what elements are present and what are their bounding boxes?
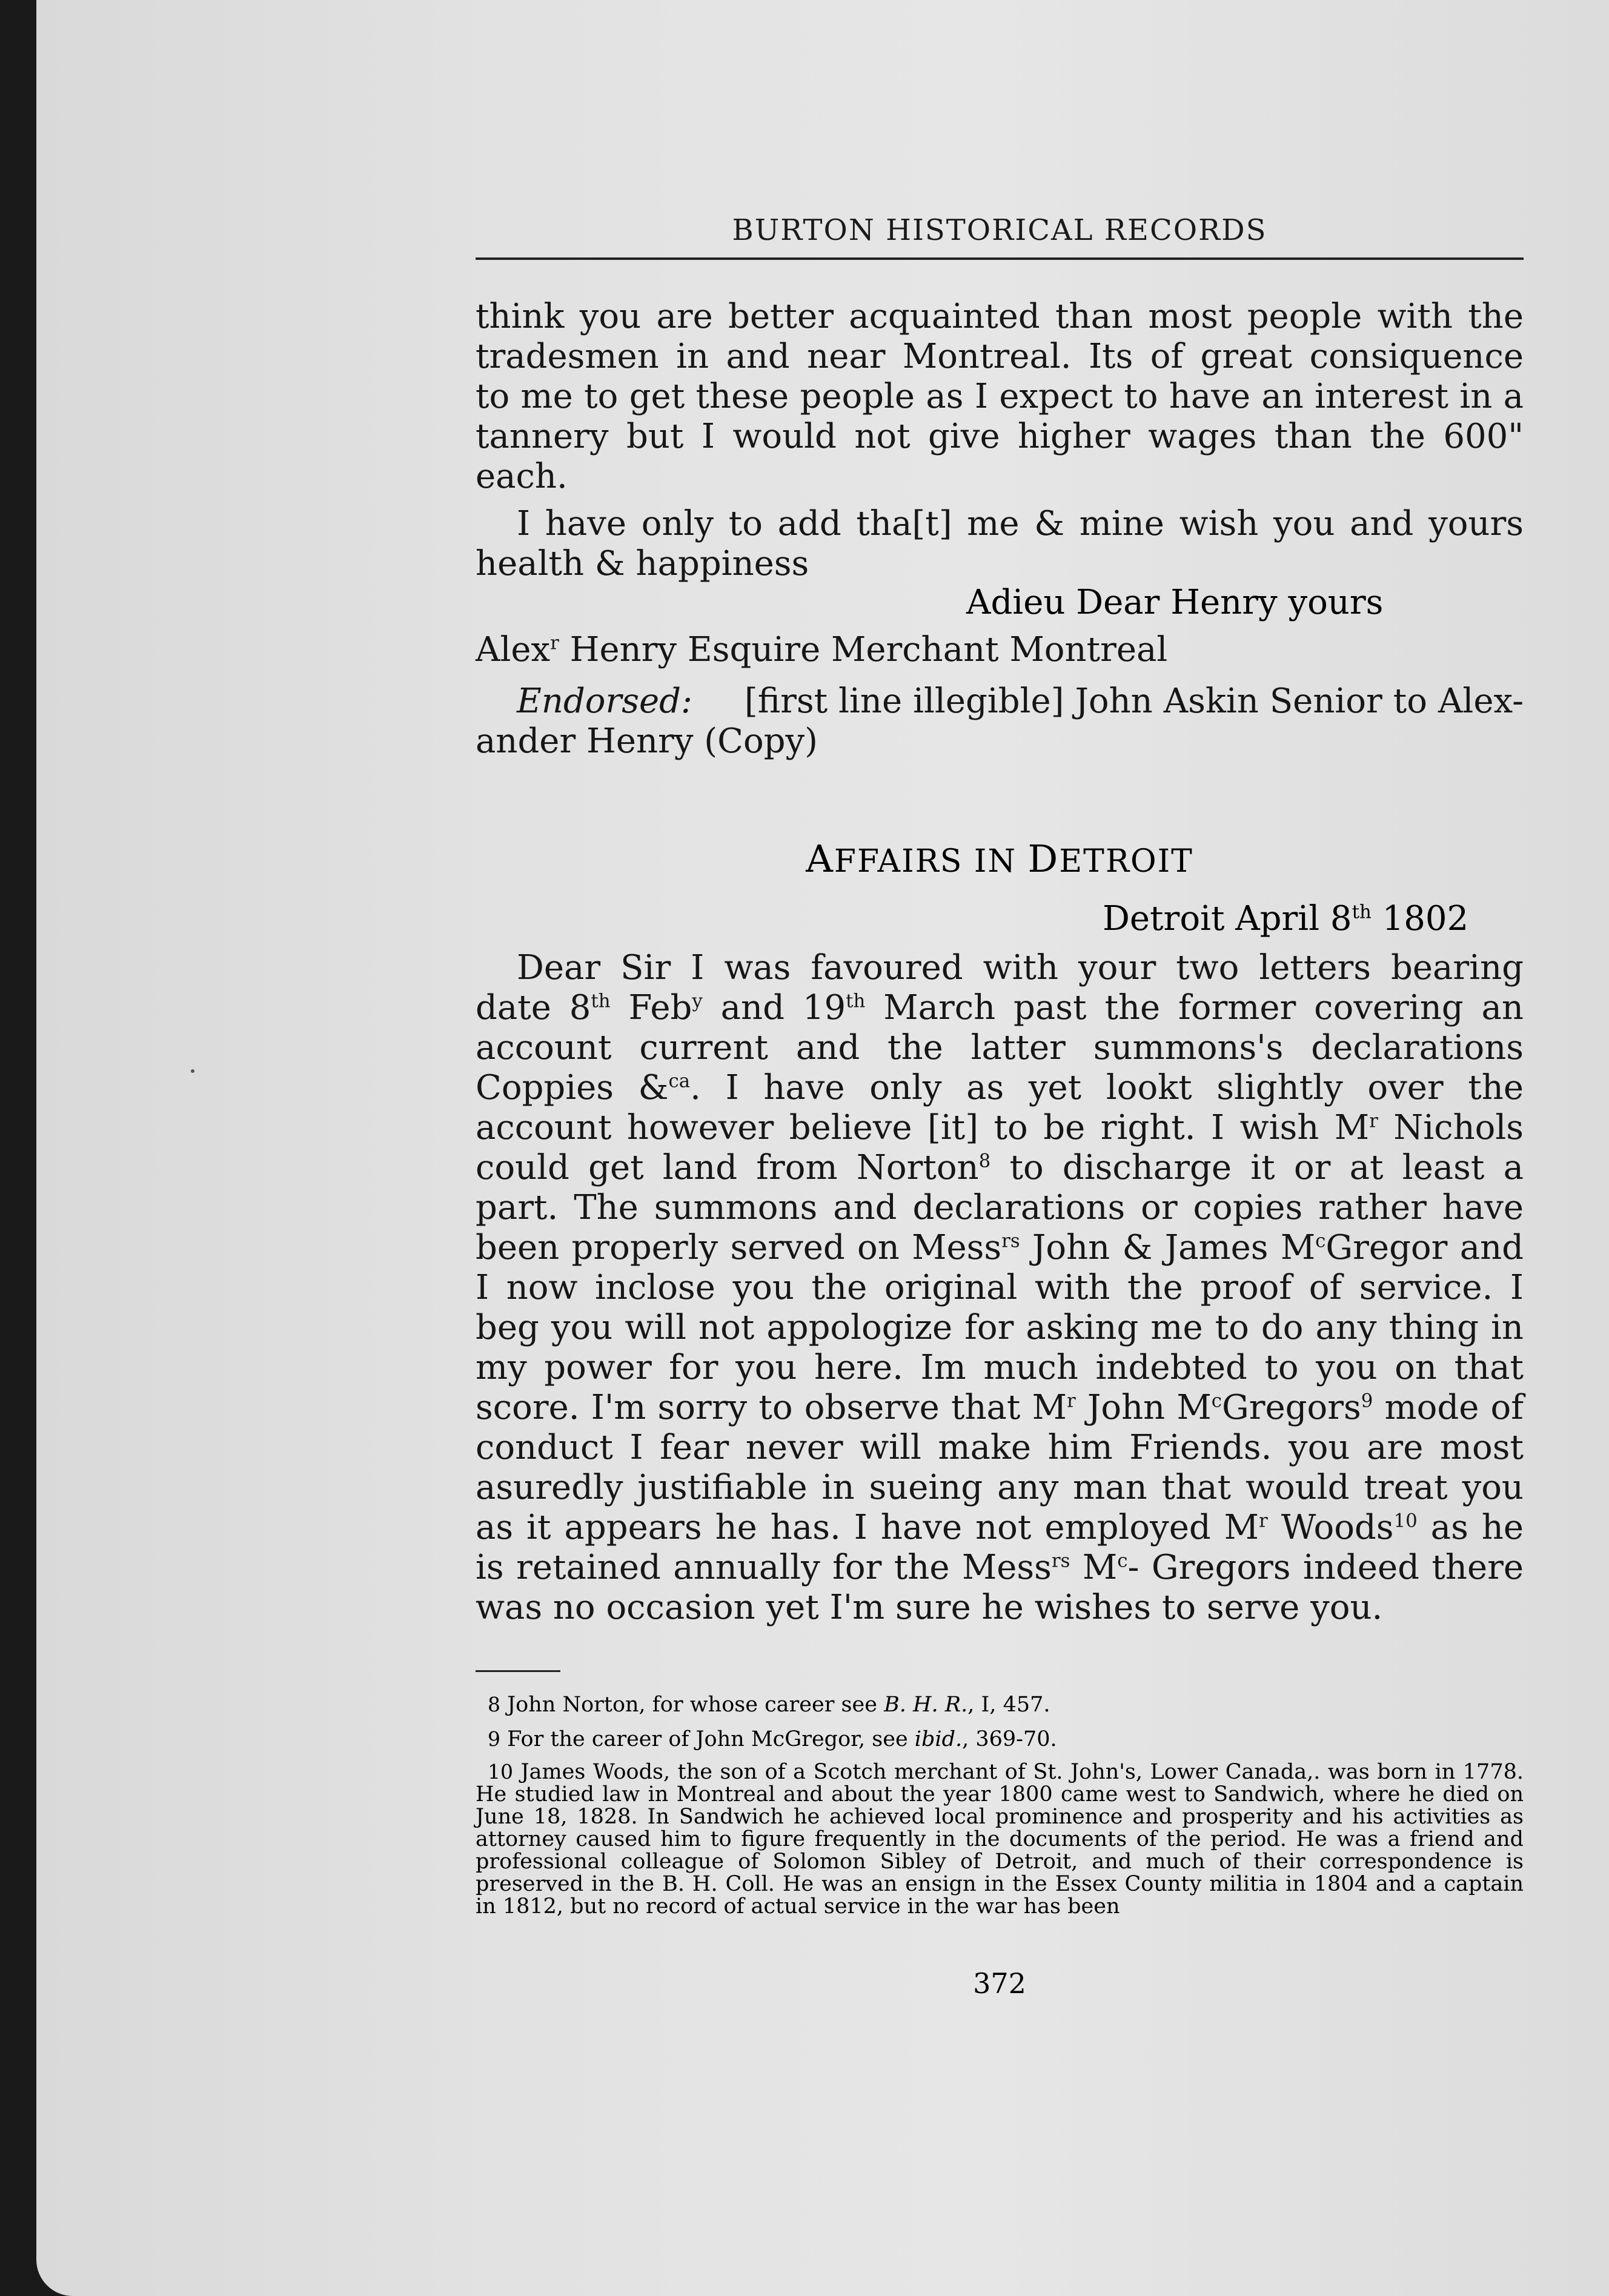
letter1-signoff: Adieu Dear Henry yours [966,583,1384,622]
address-sup: r [550,632,559,654]
endorsed-label: Endorsed: [517,682,692,721]
letter1-address [476,630,1524,670]
footnote-10: 10 James Woods, the son of a Scotch merchant of St. John's, Lower Canada,. was born in 1778. He studied law in Montreal and about the year 1800 came west to Sandwich, where he died on June 18, 1828. In Sandwich he achieved local prominence and prosperity and his activities as attorney caused him to figure frequently in the documents of the period. He was a friend and professional colleague of Solomon Sibley of Detroit, and much of their correspondence is preserved in the B. H. Coll. He was an ensign in the Essex County militia in 1804 and a captain in 1812, but no record of actual service in the war has been [476,1760,1524,1919]
letter1-line: to me to get these people as I expect to have an interest in a [476,377,1524,416]
address-prefix: Alex [476,630,551,669]
letter1-line: tannery but I would not give higher wages than the 600" [476,417,1524,456]
section-title: AFFAIRS IN DETROIT [806,837,1193,881]
footnote-ref-10: 10 [1393,1510,1418,1532]
dateline: Detroit April 8th 1802 [1103,899,1469,938]
footnote-ref-9: 9 [1361,1390,1373,1412]
letter2-body [476,948,1524,1628]
endorsed-text: [first line illegible] John Askin Senior to Alex- ander Henry (Copy) [476,682,1524,761]
footnote-ref-8: 8 [978,1150,991,1172]
letter1-line: tradesmen in and near Montreal. Its of great consiquence [476,337,1524,376]
endorsement [476,682,1524,761]
letter1-closing: I have only to add tha[t] me & mine wish you and yours health & happiness [476,504,1524,583]
book-page [36,0,1609,2296]
address-rest: Henry Esquire Merchant Montreal [559,630,1168,669]
running-header: BURTON HISTORICAL RECORDS [732,213,1267,247]
letter2-paragraph: Dear Sir I was favoured with your two letters bearing date 8th Feb$^y$ and 19th March past the former covering an account current and the latter summons's declarations Coppies &$^{ca}$. I have only as yet lookt slightly over the account however believe [it] to be right. I wish $M^r$ Nichols could get land from Norton$^8$ to discharge it or at least a part. The summons and declarations or copies rather have been properly served on Mess$^{rs}$ John & James $M^cGregor$ and I now inclose you the original with the proof of service. I beg you will not appologize for asking me to do any thing in my power for you here. Im much indebted to you on that score. I'm sorry to observe that $M^r$ John $M^cGregors^9$ mode of conduct I fear never will make him Friends. you are most asuredly justifiable in sueing any man that would treat you as it appears he has. I have not employed $M^r$ Woods$^{10}$ as he is retained annually for the Mess$^{rs}$ $M^c-$ Gregors indeed there was no occasion yet I'm sure he wishes to serve you. [476,948,1524,1627]
letter1-line: each. [476,457,568,496]
header-rule [476,257,1524,260]
footnote-rule [476,1670,560,1672]
smudge-mark [191,1069,194,1073]
page-number: 372 [973,1967,1026,2000]
footnote-8: 8 John Norton, for whose career see B. H. R., I, 457. [488,1693,1050,1717]
footnote-9: 9 For the career of John McGregor, see ibid., 369-70. [488,1727,1057,1751]
letter1-line: think you are better acquainted than most people with the [476,297,1524,336]
letter1-body [476,297,1524,584]
